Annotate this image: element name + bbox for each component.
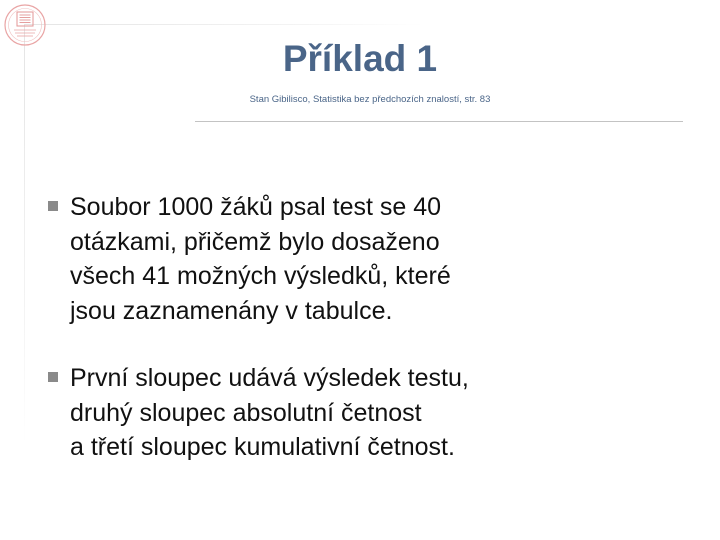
slide-source-citation: Stan Gibilisco, Statistika bez předchozích znalostí, str. 83 [249,94,491,105]
slide-frame-left [24,24,25,444]
square-bullet-icon [48,201,58,211]
bullet-text: První sloupec udává výsledek testu, druhý sloupec absolutní četnost a třetí sloupec kumulativní četnost. [70,364,469,461]
title-divider [195,121,683,122]
square-bullet-icon [48,372,58,382]
bullet-item [48,190,648,328]
bullet-text: Soubor 1000 žáků psal test se 40 otázkami, přičemž bylo dosaženo všech 41 možných výsledků, které jsou zaznamenány v tabulce. [70,193,451,325]
slide-frame-top [24,24,424,25]
slide-title: Příklad 1 [282,38,438,79]
bullet-item [48,361,648,465]
university-crest-icon [3,3,47,47]
